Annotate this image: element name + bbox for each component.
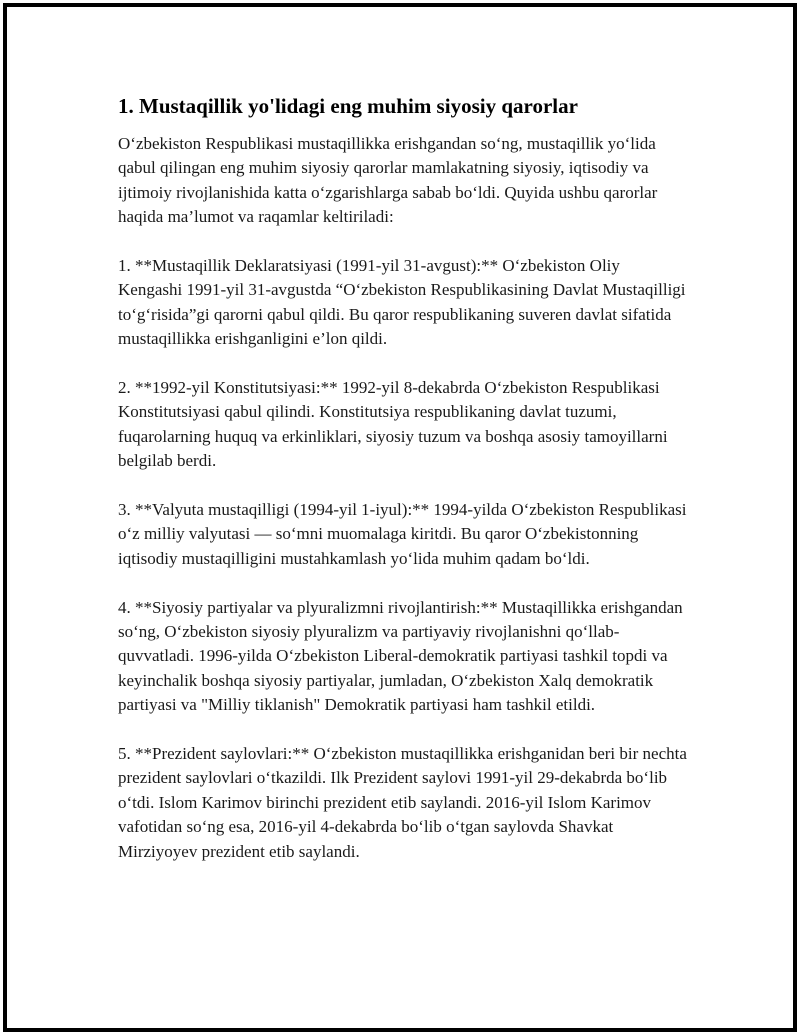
paragraph-constitution: 2. **1992-yil Konstitutsiyasi:** 1992-yil 8-dekabrda O‘zbekiston Respublikasi Konstitutsiyasi qabul qilindi. Konstitutsiya respublikaning davlat tuzumi, fuqarolarning huquq va erkinliklari, siyosiy tuzum va boshqa asosiy tamoyillarni belgilab berdi. (118, 378, 668, 471)
intro-paragraph: O‘zbekiston Respublikasi mustaqillikka erishgandan so‘ng, mustaqillik yo‘lida qabul qilingan eng muhim siyosiy qarorlar mamlakatning siyosiy, iqtisodiy va ijtimoiy rivojlanishida katta o‘zgarishlarga sabab bo‘ldi. Quyida ushbu qarorlar haqida ma’lumot va raqamlar keltiriladi: (118, 134, 658, 227)
paragraph-independence-declaration: 1. **Mustaqillik Deklaratsiyasi (1991-yil 31-avgust):** O‘zbekiston Oliy Kengashi 1991-yil 31-avgustda “O‘zbekiston Respublikasining Davlat Mustaqilligi to‘g‘risida”gi qarorni qabul qildi. Bu qaror respublikaning suveren davlat sifatida mustaqillikka erishganligini e’lon qildi. (118, 256, 686, 349)
paragraph-presidential-elections: 5. **Prezident saylovlari:** O‘zbekiston mustaqillikka erishganidan beri bir nechta prezident saylovlari o‘tkazildi. Ilk Prezident saylovi 1991-yil 29-dekabrda bo‘lib o‘tdi. Islom Karimov birinchi prezident etib saylandi. 2016-yil Islom Karimov vafotidan so‘ng esa, 2016-yil 4-dekabrda bo‘lib o‘tgan saylovda Shavkat Mirziyoyev prezident etib saylandi. (118, 744, 687, 861)
paragraph-currency: 3. **Valyuta mustaqilligi (1994-yil 1-iyul):** 1994-yilda O‘zbekiston Respublikasi o‘z milliy valyutasi — so‘mni muomalaga kiritdi. Bu qaror O‘zbekistonning iqtisodiy mustaqilligini mustahkamlash yo‘lida muhim qadam bo‘ldi. (118, 500, 687, 568)
document-body (118, 92, 688, 889)
document-title: 1. Mustaqillik yo'lidagi eng muhim siyosiy qarorlar (118, 94, 578, 118)
paragraph-political-parties: 4. **Siyosiy partiyalar va plyuralizmni rivojlantirish:** Mustaqillikka erishgandan so‘ng, O‘zbekiston siyosiy plyuralizm va partiyaviy rivojlanishni qo‘llab-quvvatladi. 1996-yilda O‘zbekiston Liberal-demokratik partiyasi tashkil topdi va keyinchalik boshqa siyosiy partiyalar, jumladan, O‘zbekiston Xalq demokratik partiyasi va "Milliy tiklanish" Demokratik partiyasi ham tashkil etildi. (118, 597, 683, 715)
